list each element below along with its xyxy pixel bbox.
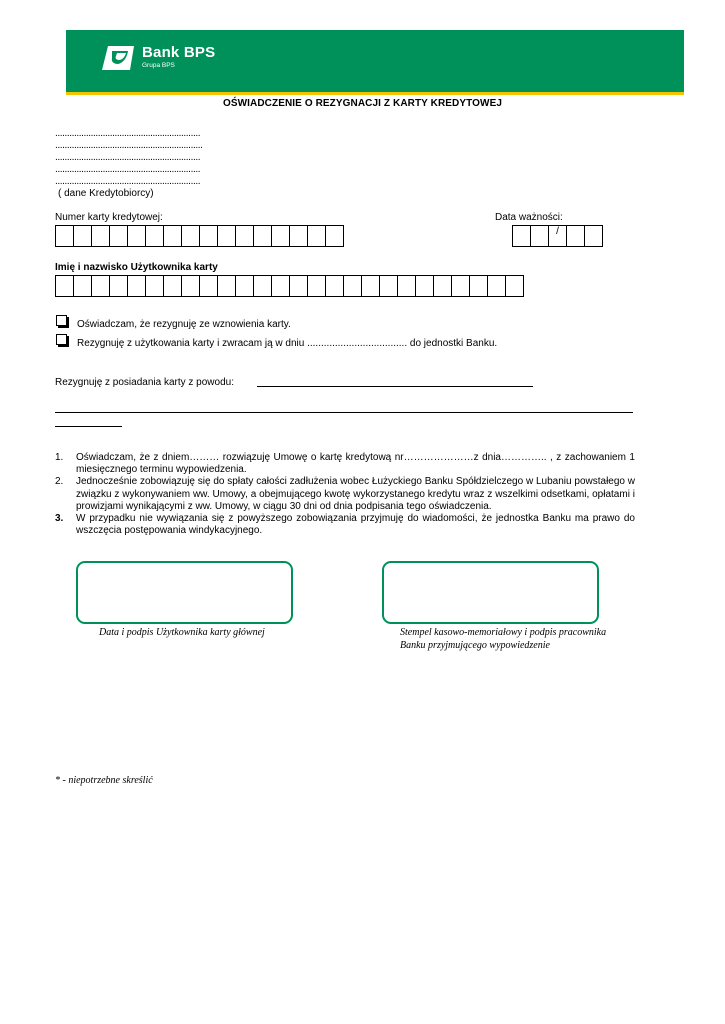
- statement-1: [55, 452, 635, 476]
- bank-stamp-caption-line-2: Banku przyjmującego wypowiedzenie: [400, 640, 550, 651]
- card-user-name-cell[interactable]: [325, 275, 344, 297]
- card-number-cell[interactable]: [217, 225, 236, 247]
- card-user-name-cell[interactable]: [73, 275, 92, 297]
- reason-input-line-2[interactable]: [55, 412, 633, 413]
- card-number-cell[interactable]: [73, 225, 92, 247]
- footnote: * - niepotrzebne skreślić: [55, 775, 153, 786]
- card-number-cell[interactable]: [199, 225, 218, 247]
- card-user-name-cell[interactable]: [109, 275, 128, 297]
- card-number-field[interactable]: [55, 225, 344, 247]
- card-user-name-cell[interactable]: [289, 275, 308, 297]
- no-renewal-label: Oświadczam, że rezygnuję ze wznowienia karty.: [77, 319, 291, 330]
- card-user-name-cell[interactable]: [235, 275, 254, 297]
- borrower-line-3[interactable]: .............................................................: [55, 152, 201, 163]
- card-user-name-cell[interactable]: [451, 275, 470, 297]
- reason-input-line[interactable]: [257, 386, 533, 387]
- borrower-line-4[interactable]: .............................................................: [55, 164, 201, 175]
- user-signature-box[interactable]: [76, 561, 293, 624]
- card-number-cell[interactable]: [325, 225, 344, 247]
- card-number-cell[interactable]: [235, 225, 254, 247]
- card-user-name-cell[interactable]: [163, 275, 182, 297]
- card-user-name-cell[interactable]: [487, 275, 506, 297]
- expiry-date-cell[interactable]: [566, 225, 585, 247]
- borrower-line-1[interactable]: .............................................................: [55, 128, 201, 139]
- user-signature-caption: Data i podpis Użytkownika karty głównej: [99, 627, 265, 638]
- card-number-cell[interactable]: [307, 225, 326, 247]
- expiry-date-label: Data ważności:: [495, 212, 563, 223]
- card-number-cell[interactable]: [109, 225, 128, 247]
- bank-stamp-box[interactable]: [382, 561, 599, 624]
- card-user-name-cell[interactable]: [343, 275, 362, 297]
- card-number-label: Numer karty kredytowej:: [55, 212, 163, 223]
- card-user-name-cell[interactable]: [433, 275, 452, 297]
- expiry-date-field[interactable]: [512, 225, 603, 247]
- statement-number: 2.: [55, 476, 64, 488]
- card-user-name-cell[interactable]: [181, 275, 200, 297]
- reason-label: Rezygnuję z posiadania karty z powodu:: [55, 377, 234, 388]
- bank-logo: [100, 45, 215, 71]
- card-user-name-cell[interactable]: [505, 275, 524, 297]
- card-user-name-cell[interactable]: [199, 275, 218, 297]
- card-number-cell[interactable]: [181, 225, 200, 247]
- card-user-name-cell[interactable]: [127, 275, 146, 297]
- borrower-label: ( dane Kredytobiorcy): [58, 188, 154, 199]
- card-user-name-cell[interactable]: [307, 275, 326, 297]
- card-user-name-cell[interactable]: [361, 275, 380, 297]
- return-card-checkbox[interactable]: [56, 334, 67, 345]
- statement-text: Jednocześnie zobowiązuję się do spłaty całości zadłużenia wobec Łużyckiego Banku Spółdzielczego w Lubaniu powstałego w związku z wykonywaniem ww. Umowy, a obejmującego kwotę wykorzystanego kredytu wraz z wszelkimi odsetkami, opłatami i prowizjami wynikającymi z ww. Umowy, w ciągu 30 dni od dnia podpisania tego oświadczenia.: [76, 476, 635, 512]
- bank-stamp-caption-line-1: Stempel kasowo-memoriałowy i podpis pracownika: [400, 627, 607, 638]
- card-number-cell[interactable]: [55, 225, 74, 247]
- card-user-name-cell[interactable]: [55, 275, 74, 297]
- card-user-name-cell[interactable]: [253, 275, 272, 297]
- expiry-date-separator: /: [548, 225, 567, 247]
- borrower-line-5[interactable]: .............................................................: [55, 176, 201, 187]
- card-user-name-cell[interactable]: [271, 275, 290, 297]
- borrower-line-2[interactable]: ..............................................................: [55, 140, 203, 151]
- card-user-name-cell[interactable]: [397, 275, 416, 297]
- card-user-name-cell[interactable]: [217, 275, 236, 297]
- expiry-date-cell[interactable]: [512, 225, 531, 247]
- header-accent-line: [66, 92, 684, 95]
- card-number-cell[interactable]: [127, 225, 146, 247]
- statement-number: 3.: [55, 513, 64, 525]
- statement-number: 1.: [55, 452, 64, 463]
- card-user-name-cell[interactable]: [379, 275, 398, 297]
- card-number-cell[interactable]: [145, 225, 164, 247]
- statements-list: [55, 452, 635, 537]
- card-user-name-cell[interactable]: [91, 275, 110, 297]
- card-number-cell[interactable]: [253, 225, 272, 247]
- expiry-date-cell[interactable]: [584, 225, 603, 247]
- card-number-cell[interactable]: [289, 225, 308, 247]
- card-user-name-cell[interactable]: [469, 275, 488, 297]
- card-user-name-cell[interactable]: [415, 275, 434, 297]
- bank-logo-icon: [100, 45, 136, 71]
- statement-text: Oświadczam, że z dniem……… rozwiązuję Umowę o kartę kredytową nr…………………z dnia………….. , z zachowaniem 1 miesięcznego terminu wypowiedzenia.: [76, 452, 635, 476]
- no-renewal-checkbox[interactable]: [56, 315, 67, 326]
- card-user-name-field[interactable]: [55, 275, 524, 297]
- card-user-name-cell[interactable]: [145, 275, 164, 297]
- statement-2: [55, 476, 635, 513]
- expiry-date-cell[interactable]: [530, 225, 549, 247]
- page-title: OŚWIADCZENIE O REZYGNACJI Z KARTY KREDYTOWEJ: [222, 98, 503, 109]
- bank-group: Grupa BPS: [142, 62, 175, 69]
- card-user-name-label: Imię i nazwisko Użytkownika karty: [55, 262, 218, 273]
- card-number-cell[interactable]: [163, 225, 182, 247]
- bank-name: Bank BPS: [142, 44, 216, 61]
- card-number-cell[interactable]: [271, 225, 290, 247]
- card-number-cell[interactable]: [91, 225, 110, 247]
- statement-text: W przypadku nie wywiązania się z powyższego zobowiązania przyjmuję do wiadomości, że jednostka Banku ma prawo do wszczęcia postępowania windykacyjnego.: [76, 513, 635, 537]
- return-card-label: Rezygnuję z użytkowania karty i zwracam ją w dniu .................................... do jednostki Banku.: [77, 338, 498, 349]
- reason-input-line-3[interactable]: [55, 426, 122, 427]
- statement-3: [55, 513, 635, 537]
